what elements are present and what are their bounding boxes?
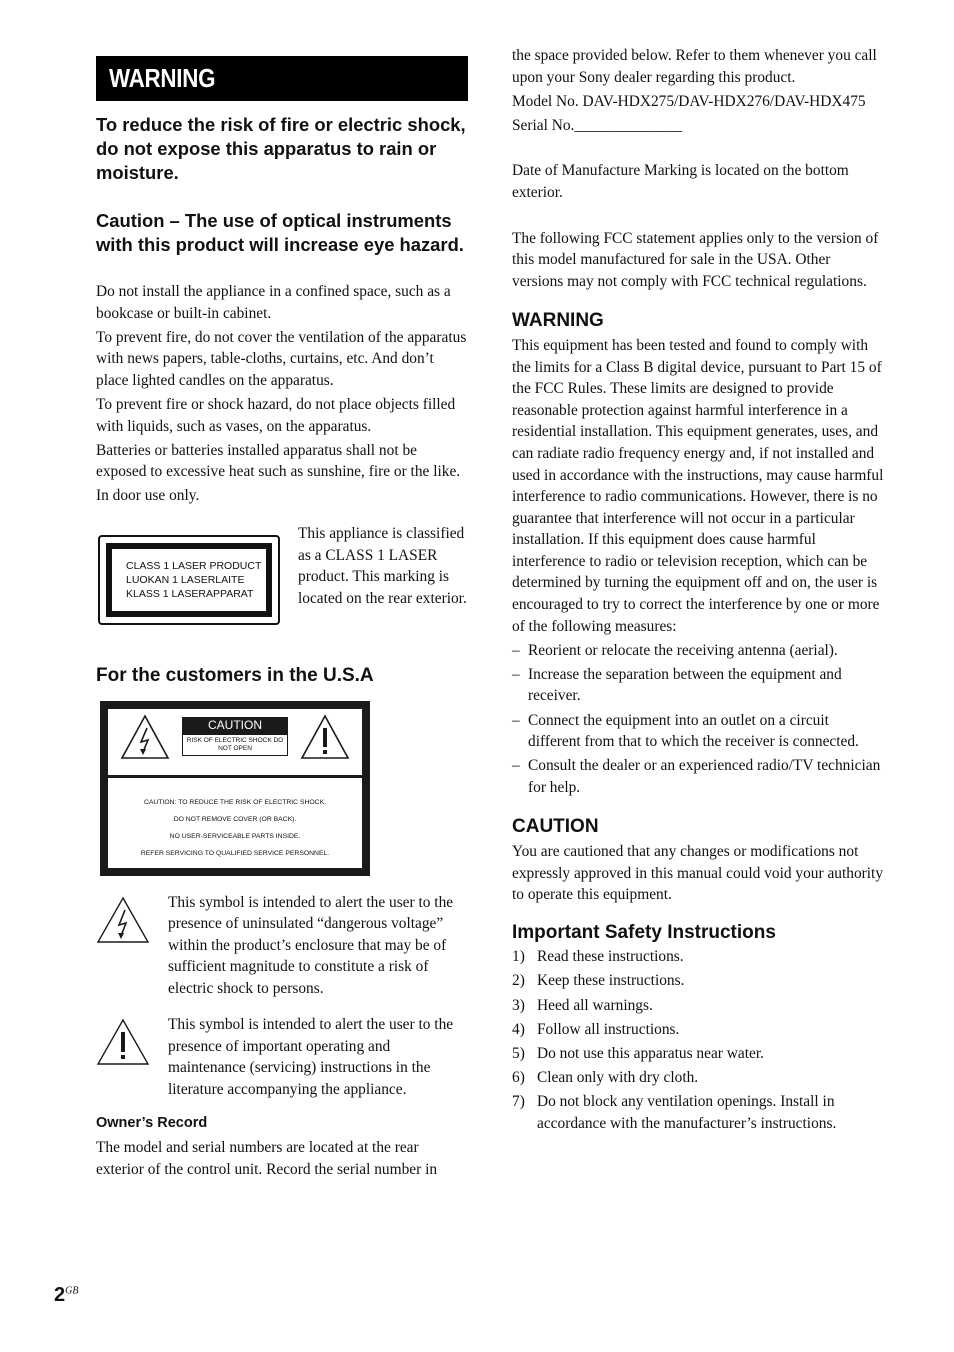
lightning-symbol-note: This symbol is intended to alert the user to the presence of uninsulated “dangerous voltage” within the product’s enclosure that may be of sufficient magnitude to constitute a risk of electric shock to persons.	[96, 892, 468, 1002]
owners-record-text: The model and serial numbers are located at the rear exterior of the control unit. Record the serial number in	[96, 1139, 438, 1179]
caution-label: CAUTION RISK OF ELECTRIC SHOCK DO NOT OPEN CAUTION: TO REDUCE THE RISK OF ELECTRIC SHOCK, DO NOT REMOVE COVER (OR BACK). NO USER-SERVICEABLE PARTS INSIDE. REFER SERVICING TO QUALIFIED SERVICE PERSONNEL.	[100, 701, 370, 876]
laser-description: This appliance is classified as a CLASS 1 LASER product. This marking is located on the rear exterior.	[298, 524, 467, 607]
owners-record-heading: Owner’s Record	[96, 1114, 208, 1131]
model-number: Model No. DAV-HDX275/DAV-HDX276/DAV-HDX475	[512, 92, 866, 110]
interference-measures	[512, 640, 884, 799]
list-item: – Reorient or relocate the receiving antenna (aerial).	[512, 641, 838, 659]
safety-instructions-list	[512, 946, 884, 1134]
safety-instructions-heading: Important Safety Instructions	[512, 921, 776, 943]
list-item: – Consult the dealer or an experienced radio/TV technician for help.	[512, 757, 881, 796]
paragraph: To prevent fire, do not cover the ventilation of the apparatus with news papers, table-cloths, curtains, etc. And don’t place lighted candles on the apparatus.	[96, 328, 467, 389]
caution-text: You are cautioned that any changes or modifications not expressly approved in this manual could void your authority to operate this equipment.	[512, 843, 884, 904]
lightning-triangle-icon	[120, 714, 170, 760]
paragraph: Batteries or batteries installed apparatus shall not be exposed to excessive heat such as sunshine, fire or the like.	[96, 441, 461, 481]
list-item: 3) Heed all warnings.	[512, 996, 653, 1014]
list-item: 6) Clean only with dry cloth.	[512, 1068, 699, 1086]
list-item: 1) Read these instructions.	[512, 948, 684, 966]
list-item: 2) Keep these instructions.	[512, 972, 685, 990]
caution-title: CAUTION	[182, 717, 288, 734]
right-column	[512, 45, 884, 1137]
list-item: 4) Follow all instructions.	[512, 1020, 680, 1038]
list-item: 7) Do not block any ventilation openings. Install in accordance with the manufacturer’s instructions.	[512, 1092, 837, 1132]
caution-heading: CAUTION	[512, 816, 599, 838]
owners-record-continued: the space provided below. Refer to them whenever you call upon your Sony dealer regarding this product.	[512, 47, 877, 86]
fire-shock-warning: To reduce the risk of fire or electric shock, do not expose this apparatus to rain or moisture.	[96, 114, 466, 183]
usa-heading: For the customers in the U.S.A	[96, 664, 374, 686]
fcc-warning-heading: WARNING	[512, 310, 604, 332]
caution-subtitle: RISK OF ELECTRIC SHOCK DO NOT OPEN	[182, 734, 288, 756]
list-item: – Connect the equipment into an outlet on a circuit different from that to which the receiver is connected.	[512, 711, 859, 751]
left-column	[96, 56, 468, 1183]
exclamation-triangle-icon	[300, 714, 350, 760]
safety-paragraphs	[96, 281, 468, 507]
paragraph: To prevent fire or shock hazard, do not place objects filled with liquids, such as vases, on the apparatus.	[96, 395, 456, 435]
optical-caution: Caution – The use of optical instruments with this product will increase eye hazard.	[96, 210, 464, 255]
fcc-statement: The following FCC statement applies only to the version of this model manufactured for sale in the USA. Other versions may not comply with FCC technical regulations.	[512, 229, 879, 290]
paragraph: Do not install the appliance in a confined space, such as a bookcase or built-in cabinet.	[96, 283, 451, 322]
exclamation-symbol-note: This symbol is intended to alert the user to the presence of important operating and maintenance (servicing) instructions in the literature accompanying the appliance.	[96, 1014, 468, 1103]
laser-product-section	[96, 524, 468, 625]
paragraph: In door use only.	[96, 487, 200, 505]
warning-banner: WARNING	[96, 56, 468, 101]
page-number: $2^{GB}$	[54, 1284, 79, 1306]
laser-label: CLASS 1 LASER PRODUCT LUOKAN 1 LASERLAITE KLASS 1 LASERAPPARAT	[98, 535, 280, 625]
fcc-warning-text: This equipment has been tested and found to comply with the limits for a Class B digital device, pursuant to Part 15 of the FCC Rules. These limits are designed to provide reasonable protection against harmful interference in a residential installation. This equipment generates, uses, and can radiate radio frequency energy and, if not installed and used in accordance with the instructions, may cause harmful interference to radio communications. However, there is no guarantee that interference will not occur in a particular installation. If this equipment does cause harmful interference to radio or television reception, which can be determined by turning the equipment off and on, the user is encouraged to try to correct the interference by one or more of the following measures:	[512, 336, 884, 635]
serial-number: Serial No.______________	[512, 116, 683, 134]
lightning-triangle-icon	[96, 896, 150, 944]
list-item: 5) Do not use this apparatus near water.	[512, 1044, 764, 1062]
manufacture-date-note: Date of Manufacture Marking is located on the bottom exterior.	[512, 162, 849, 201]
exclamation-triangle-icon	[96, 1018, 150, 1066]
list-item: – Increase the separation between the equipment and receiver.	[512, 665, 842, 705]
